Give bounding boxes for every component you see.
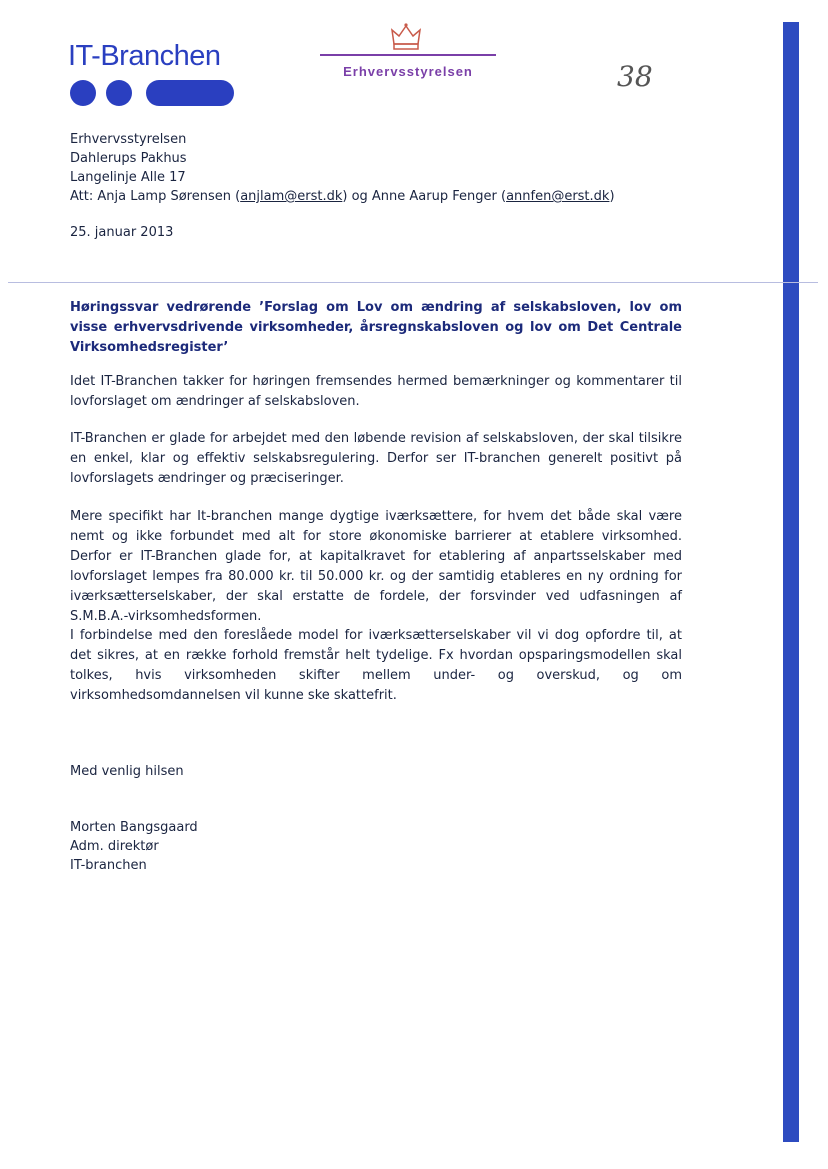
erhvervsstyrelsen-logo — [318, 20, 498, 90]
handwritten-page-number: 38 — [617, 60, 653, 93]
side-color-bar — [783, 22, 799, 1142]
signer-name: Morten Bangsgaard — [70, 820, 198, 835]
erst-logo-text: Erhvervsstyrelsen — [343, 64, 473, 79]
erst-logo-line — [320, 54, 496, 56]
email-link-1[interactable]: anjlam@erst.dk — [240, 189, 343, 204]
signature-block — [70, 818, 198, 875]
letter-date: 25. januar 2013 — [70, 225, 174, 240]
subject-heading: Høringssvar vedrørende ’Forslag om Lov om ændring af selskabsloven, lov om visse erhvervsdrivende virksomheder, årsregnskabsloven og lov om Det Centrale Virksomhedsregister’ — [70, 300, 682, 355]
crown-icon — [390, 22, 422, 52]
logo-dot-icon — [70, 80, 96, 106]
paragraph: Mere specifikt har It-branchen mange dygtige iværksættere, for hvem det både skal være nemt og ikke forbundet med alt for store økonomiske barrierer at etablere virksomhed. Derfor er IT-Branchen glade for, at kapitalkravet for etablering af anpartsselskaber med lovforslaget lempes fra 80.000 kr. til 50.000 kr. og der samtidig etableres en ny ordning for iværksætterselskaber, der skal erstatte de fordele, der forsvinder ved udfasningen af S.M.B.A.-virksomhedsformen. — [70, 509, 682, 624]
signer-title: Adm. direktør — [70, 839, 159, 854]
logo-pill-icon — [146, 80, 234, 106]
attention-line: Att: Anja Lamp Sørensen (anjlam@erst.dk) og Anne Aarup Fenger (annfen@erst.dk) — [70, 189, 615, 204]
address-line: Erhvervsstyrelsen — [70, 132, 187, 147]
email-link-2[interactable]: annfen@erst.dk — [506, 189, 610, 204]
paragraph: IT-Branchen er glade for arbejdet med den løbende revision af selskabsloven, der skal tilsikre en enkel, klar og effektiv selskabsregulering. Derfor ser IT-branchen generelt positivt på lovforslagets ændringer og præciseringer. — [70, 431, 682, 486]
address-line: Dahlerups Pakhus — [70, 151, 187, 166]
signer-organization: IT-branchen — [70, 858, 147, 873]
it-branchen-logo-text: IT-Branchen — [68, 40, 221, 72]
address-line: Langelinje Alle 17 — [70, 170, 186, 185]
recipient-address — [70, 130, 615, 206]
paragraph: I forbindelse med den foreslåede model for iværksætterselskaber vil vi dog opfordre til, at det sikres, at en række forhold fremstår helt tydelige. Fx hvordan opsparingsmodellen skal tolkes, hvis virksomheden skifter mellem under- og overskud, og om virksomhedsomdannelsen vil kunne ske skattefrit. — [70, 628, 682, 703]
logo-dot-icon — [106, 80, 132, 106]
closing-salutation: Med venlig hilsen — [70, 764, 184, 779]
paragraph: Idet IT-Branchen takker for høringen fremsendes hermed bemærkninger og kommentarer til lovforslaget om ændringer af selskabsloven. — [70, 374, 682, 409]
divider — [8, 282, 818, 283]
